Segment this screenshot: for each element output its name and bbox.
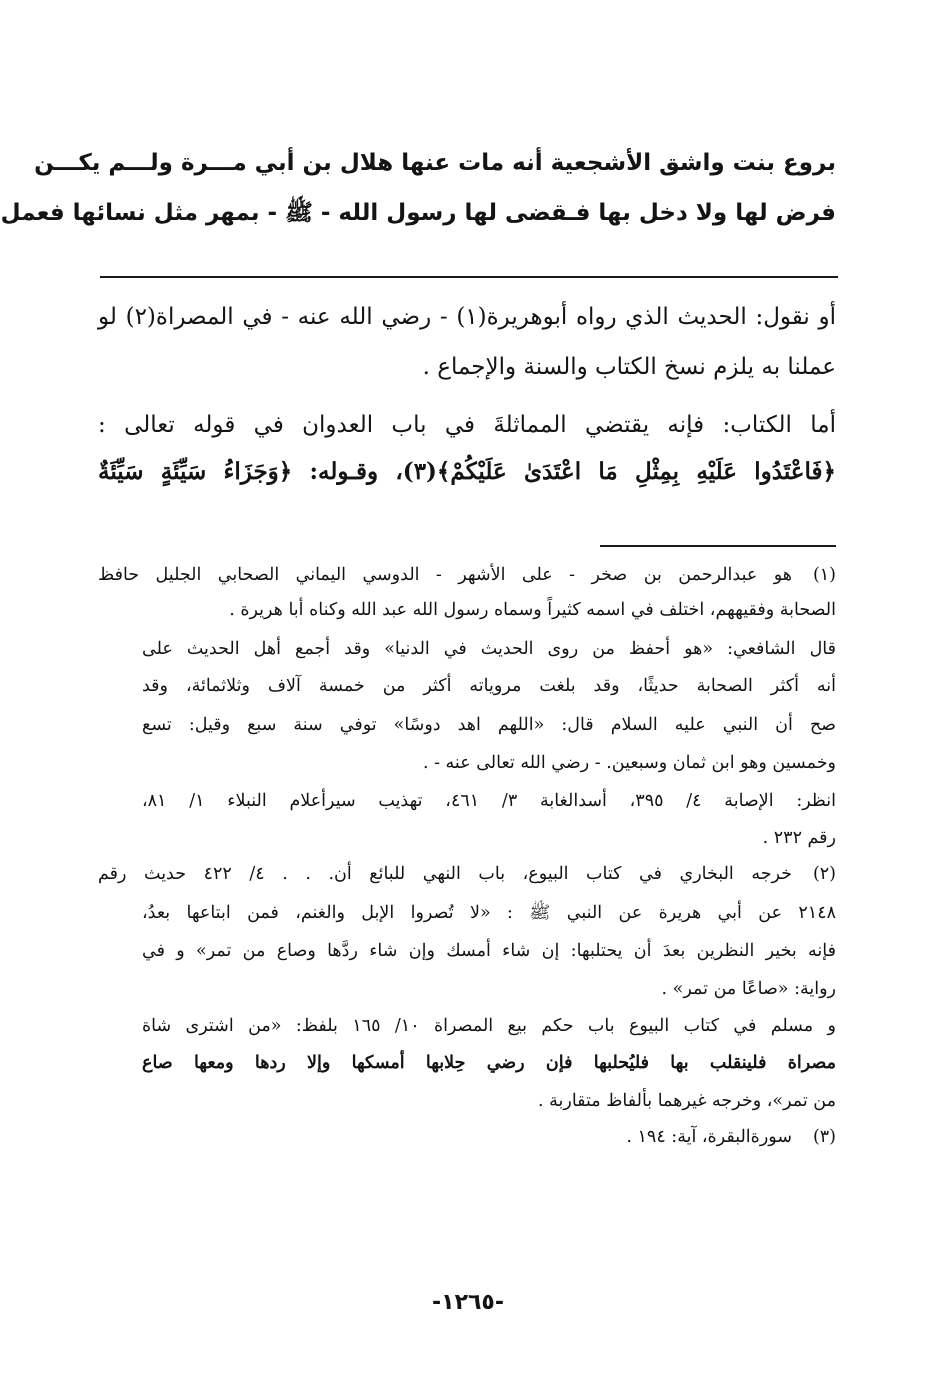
footnote-2-line-3: فإنه بخير النظرين بعدَ أن يحتلبها: إن شاء أمسك وإن شاء ردَّها وصاع من تمر» و في — [142, 941, 836, 961]
footnote-2-line-7: من تمر»، وخرجه غيرهما بألفاظ متقاربة . — [538, 1091, 836, 1111]
footnote-3-number: (٣) — [812, 1127, 836, 1147]
footnote-1-line-6: وخمسين وهو ابن ثمان وسبعين. - رضي الله تعالى عنه - . — [422, 753, 836, 773]
footnote-2-line-1: خرجه البخاري في كتاب البيوع، باب النهي للبائع أن. . . ٤/ ٤٢٢ حديث رقم — [98, 864, 792, 884]
body-mid-line-3: أما الكتاب: فإنه يقتضي المماثلةَ في باب العدوان في قوله تعالى : — [98, 412, 836, 438]
page-number: -١٢٦٥- — [432, 1290, 504, 1315]
footnote-1-line-3: قال الشافعي: «هو أحفظ من روى الحديث في الدنيا» وقد أجمع أهل الحديث على — [142, 639, 836, 659]
footnote-1-number: (١) — [812, 565, 836, 585]
body-mid-line-2: عملنا به يلزم نسخ الكتاب والسنة والإجماع . — [422, 354, 836, 380]
body-top-line-1: بروع بنت واشق الأشجعية أنه مات عنها هلال بن أبي مـــرة ولـــم يكـــن — [34, 150, 836, 176]
footnote-1-line-7: انظر: الإصابة ٤/ ٣٩٥، أسدالغابة ٣/ ٤٦١، تهذيب سيرأعلام النبلاء ١/ ٨١، — [142, 791, 836, 811]
body-mid-line-4: ﴿فَاعْتَدُوا عَلَيْهِ بِمِثْلِ مَا اعْتَدَىٰ عَلَيْكُمْ﴾(٣)، وقـوله: ﴿وَجَزَاءُ سَيِّئَةٍ سَيِّئَةٌ — [98, 458, 836, 485]
footnote-2-number: (٢) — [812, 864, 836, 884]
footnote-1-line-5: صح أن النبي عليه السلام قال: «اللهم اهد دوسًا» توفي سنة سبع وقيل: تسع — [142, 715, 836, 735]
footnote-2-line-4: رواية: «صاعًا من تمر» . — [661, 979, 836, 999]
section-divider — [100, 276, 838, 278]
footnote-1-line-2: الصحابة وفقيههم، اختلف في اسمه كثيراً وسماه رسول الله عبد الله وكناه أبا هريرة . — [229, 600, 836, 620]
footnote-2-line-2: ٢١٤٨ عن أبي هريرة عن النبي ﷺ : «لا تُصروا الإبل والغنم، فمن ابتاعها بعدُ، — [142, 903, 836, 923]
footnote-3-line-1: سورةالبقرة، آية: ١٩٤ . — [626, 1127, 792, 1147]
footnote-2-line-6: مصراة فلينقلب بها فليُحلبها فإن رضي حِلابها أمسكها وإلا ردها ومعها صاع — [142, 1053, 836, 1073]
footnote-2-line-5: و مسلم في كتاب البيوع باب حكم بيع المصراة ١٠/ ١٦٥ بلفظ: «من اشترى شاة — [142, 1016, 837, 1036]
footnote-1-line-1: هو عبدالرحمن بن صخر - على الأشهر - الدوسي اليماني الصحابي الجليل حافظ — [98, 565, 792, 585]
footnote-divider — [600, 545, 836, 547]
body-mid-line-1: أو نقول: الحديث الذي رواه أبوهريرة(١) - رضي الله عنه - في المصراة(٢) لو — [98, 304, 836, 330]
footnote-1-line-4: أنه أكثر الصحابة حديثًا، وقد بلغت مروياته أكثر من خمسة آلاف وثلاثمائة، وقد — [142, 676, 836, 696]
body-top-line-2: فرض لها ولا دخل بها فـقضى لها رسول الله - ﷺ - بمهر مثل نسائها فعمل — [0, 200, 836, 226]
footnote-1-line-8: رقم ٢٣٢ . — [762, 828, 836, 848]
